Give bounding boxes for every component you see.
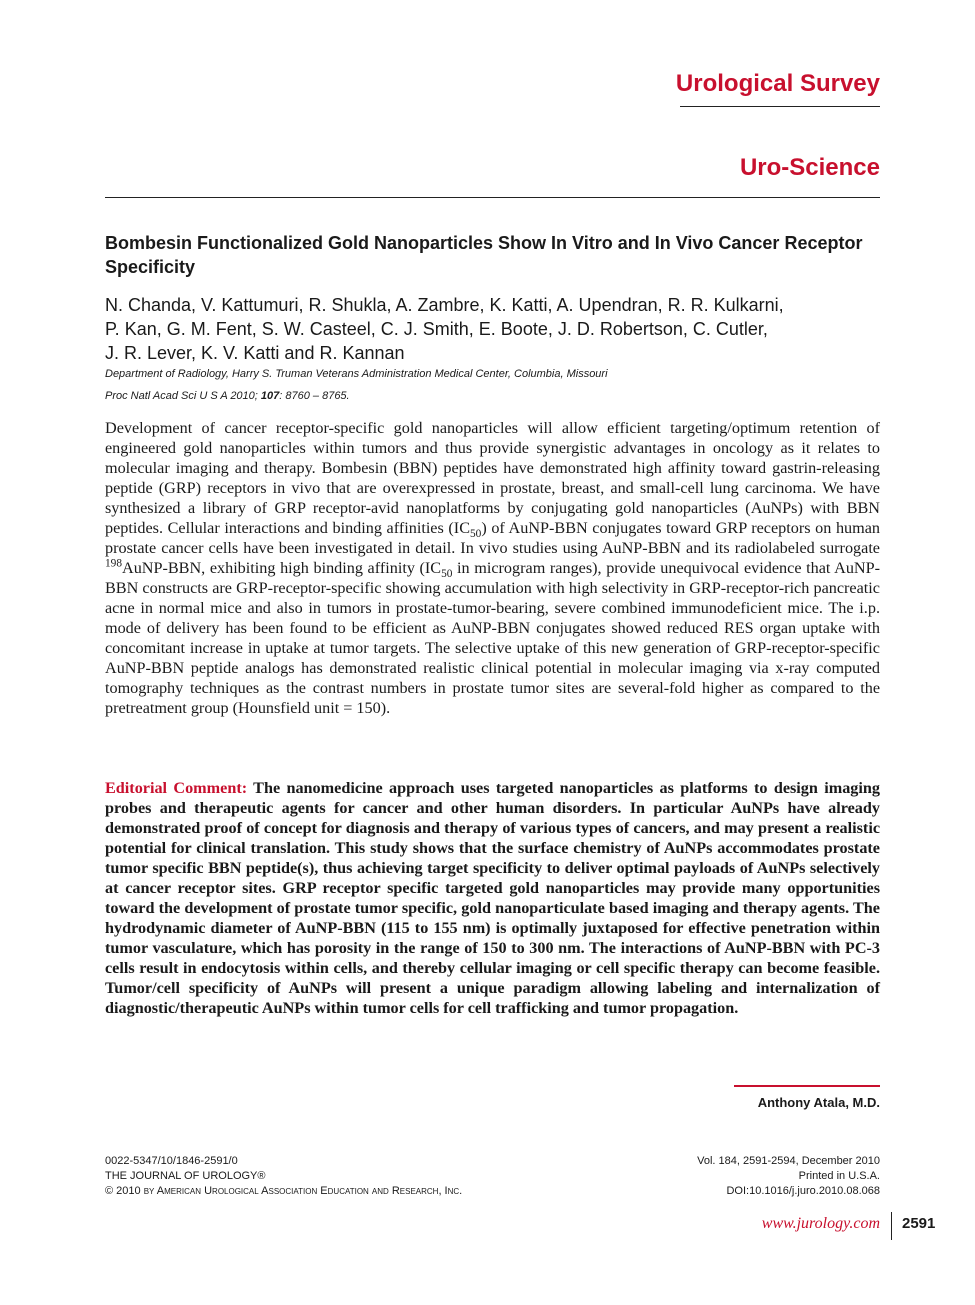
affiliation: Department of Radiology, Harry S. Truman Veterans Administration Medical Center, Columbia, Missouri (105, 368, 608, 380)
abstract-segment: ) of AuNP-BBN conjugates toward GRP receptors on human prostate cancer cells have been investigated in detail. In vivo studies using AuNP-BBN and its radiolabeled surrogate (105, 519, 880, 557)
section-title: Urological Survey (675, 70, 880, 97)
author-list (105, 293, 880, 365)
volume-info: Vol. 184, 2591-2594, December 2010 (697, 1155, 880, 1167)
editorial-comment (105, 778, 880, 1018)
signature-rule (734, 1085, 880, 1087)
abstract-text (105, 418, 880, 718)
citation (105, 390, 880, 402)
doi: DOI:10.1016/j.juro.2010.08.068 (726, 1185, 880, 1197)
abstract-segment: in microgram ranges), provide unequivocal evidence that AuNP-BBN constructs are GRP-receptor-specific showing accumulation with high selectivity in GRP-receptor-rich pancreatic acne in normal mice and also in tumors in prostate-tumor-bearing, severe combined immunodeficient mice. The i.p. mode of delivery has been found to be efficient as AuNP-BBN conjugates showed reduced RES organ uptake with concomitant increase in uptake at tumor targets. The selective uptake of this new generation of GRP-receptor-specific AuNP-BBN peptide analogs has demonstrated realistic clinical potential in molecular imaging via x-ray computed tomography techniques as the contrast numbers in prostate tumor sites are several-fold higher as compared to the pretreatment group (Hounsfield unit = 150). (105, 559, 880, 717)
article-title: Bombesin Functionalized Gold Nanoparticles Show In Vitro and In Vivo Cancer Receptor Specificity (105, 233, 863, 277)
citation-volume: 107 (260, 390, 280, 402)
printed-in: Printed in U.S.A. (798, 1170, 880, 1182)
author-line: P. Kan, G. M. Fent, S. W. Casteel, C. J. Smith, E. Boote, J. D. Robertson, C. Cutler, (105, 319, 768, 339)
editorial-text: The nanomedicine approach uses targeted nanoparticles as platforms to design imaging probes and therapeutic agents for cancer and other human disorders. In particular AuNPs have already demonstrated proof of concept for diagnosis and therapy of various types of cancers, and may present a realistic potential for clinical translation. This study shows that the surface chemistry of AuNPs accommodates prostate tumor specific BBN peptide(s), thus achieving target specificity to deliver optimal payloads of AuNPs selectively at cancer receptor sites. GRP receptor specific targeted gold nanoparticles may provide many opportunities toward the development of prostate tumor specific, gold nanoparticulate based imaging and therapy agents. The hydrodynamic diameter of AuNP-BBN (115 to 155 nm) is optimally juxtaposed for effective penetration within tumor vasculature, which has porosity in the range of 150 to 300 nm. The interactions of AuNP-BBN with PC-3 cells result in endocytosis within cells, and thereby cellular imaging or cell specific therapy can become feasible. Tumor/cell specificity of AuNPs will present a unique paradigm allowing labeling and internalization of diagnostic/therapeutic AuNPs within tumor cells for cell trafficking and tumor propagation. (105, 779, 880, 1017)
editorial-signature: Anthony Atala, M.D. (757, 1095, 880, 1110)
author-line: N. Chanda, V. Kattumuri, R. Shukla, A. Zambre, K. Katti, A. Upendran, R. R. Kulkarni, (105, 295, 784, 315)
citation-journal: Proc Natl Acad Sci U S A 2010; (105, 390, 261, 402)
journal-name: THE JOURNAL OF UROLOGY® (105, 1170, 266, 1182)
author-line: J. R. Lever, K. V. Katti and R. Kannan (105, 343, 405, 363)
subscript: 50 (441, 568, 453, 581)
copyright: © 2010 by American Urological Association Education and Research, Inc. (105, 1185, 463, 1197)
subsection-title: Uro-Science (739, 154, 880, 181)
journal-website-link[interactable]: www.jurology.com (761, 1215, 880, 1232)
abstract-segment: AuNP-BBN, exhibiting high binding affinity (IC (122, 559, 442, 577)
abstract-segment: Development of cancer receptor-specific gold nanoparticles will allow efficient targeting/optimum retention of engineered gold nanoparticles within tumors and thus provide synergistic advantages in oncology as it relates to molecular imaging and therapy. Bombesin (BBN) peptides have demonstrated high affinity toward gastrin-releasing peptide (GRP) receptors in vivo that are overexpressed in prostate, breast, and small-cell lung carcinoma. We have synthesized a library of GRP receptor-avid nanoplatforms by conjugating gold nanoparticles (AuNPs) with BBN peptides. Cellular interactions and binding affinities (IC (105, 419, 880, 537)
header-divider (105, 197, 880, 198)
page-number-divider (891, 1212, 892, 1240)
citation-pages: : 8760 – 8765. (279, 390, 350, 402)
page-number: 2591 (902, 1215, 936, 1232)
superscript: 198 (105, 557, 122, 570)
footer-right (560, 1154, 880, 1199)
editorial-label: Editorial Comment: (105, 779, 248, 797)
subscript: 50 (470, 528, 482, 541)
footer-left (105, 1154, 462, 1199)
section-title-rule (680, 106, 880, 107)
issn: 0022-5347/10/1846-2591/0 (105, 1155, 238, 1167)
